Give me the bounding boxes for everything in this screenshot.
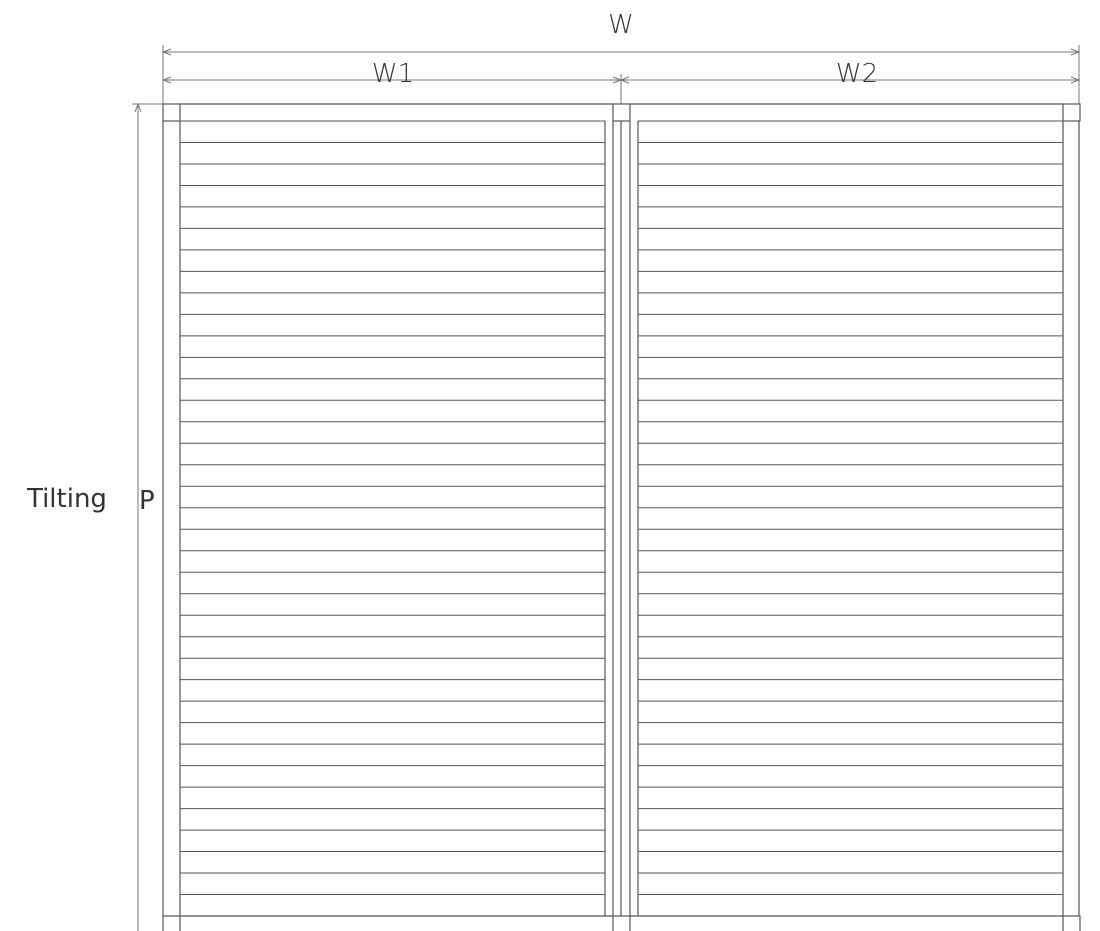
post-bottom-middle <box>613 916 630 931</box>
post-bottom-right <box>1063 916 1080 931</box>
louvers-right-bay <box>638 121 1063 895</box>
dimension-projection <box>26 104 163 931</box>
post-top-left <box>163 104 180 121</box>
beams <box>163 104 1079 916</box>
label-tilting: Tilting <box>27 484 107 514</box>
post-bottom-left <box>163 916 180 931</box>
louvers-left-bay <box>180 121 605 895</box>
label-total-width: W <box>608 10 634 40</box>
dimension-bay-widths <box>163 59 1079 104</box>
label-right-width: W2 <box>835 59 879 89</box>
label-left-width: W1 <box>371 59 415 89</box>
post-top-middle <box>613 104 630 121</box>
post-top-right <box>1063 104 1080 121</box>
label-projection: P <box>139 486 155 516</box>
